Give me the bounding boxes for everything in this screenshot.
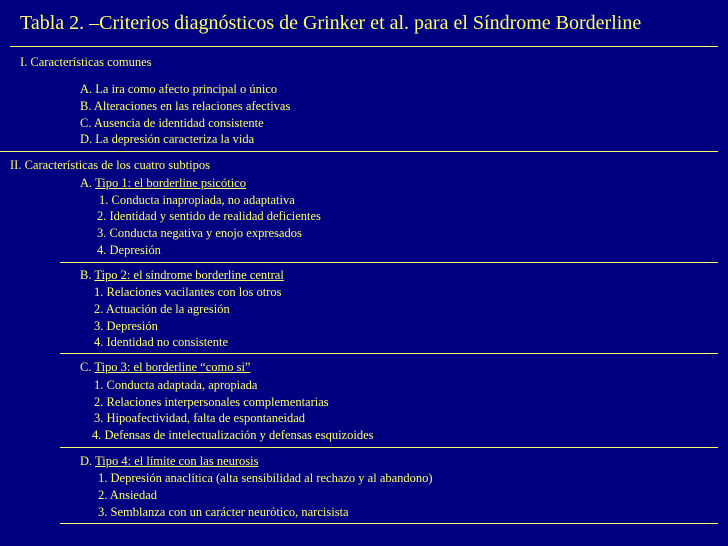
- type-d-item: 2. Ansiedad: [98, 488, 158, 502]
- type-b-name: Tipo 2: el síndrome borderline central: [94, 268, 284, 282]
- section-divider: [0, 151, 718, 152]
- type-d-item: 1. Depresión anaclítica (alta sensibilidad al rechazo y al abandono): [98, 471, 433, 485]
- type-d-heading: [80, 454, 258, 468]
- section1-item: A. La ira como afecto principal o único: [80, 82, 278, 96]
- page-title: Tabla 2. –Criterios diagnósticos de Grinker et al. para el Síndrome Borderline: [20, 12, 642, 34]
- type-d-item: 3. Semblanza con un carácter neurótico, narcisista: [98, 505, 349, 519]
- type-b-heading: [80, 268, 284, 282]
- type-a-item: 4. Depresión: [97, 243, 161, 257]
- section2-heading: II. Características de los cuatro subtipos: [10, 158, 210, 172]
- type-c-item: 2. Relaciones interpersonales complementarias: [94, 395, 329, 409]
- section1-heading: I. Características comunes: [20, 55, 152, 69]
- subsection-divider: [60, 262, 718, 263]
- type-a-heading: [80, 176, 246, 190]
- type-c-item: 1. Conducta adaptada, apropiada: [94, 378, 258, 392]
- section1-item: B. Alteraciones en las relaciones afectivas: [80, 99, 291, 113]
- type-b-item: 3. Depresión: [94, 319, 158, 333]
- type-b-item: 2. Actuación de la agresión: [94, 302, 230, 316]
- subsection-divider: [60, 523, 718, 524]
- section1-item: C. Ausencia de identidad consistente: [80, 116, 264, 130]
- type-a-prefix: A.: [80, 176, 96, 190]
- type-a-name: Tipo 1: el borderline psicótico: [95, 176, 246, 190]
- type-c-name: Tipo 3: el borderline “como si”: [94, 360, 251, 374]
- type-d-prefix: D.: [80, 454, 96, 468]
- type-a-item: 3. Conducta negativa y enojo expresados: [97, 226, 302, 240]
- section1-item: D. La depresión caracteriza la vida: [80, 132, 255, 146]
- type-a-item: 2. Identidad y sentido de realidad deficientes: [97, 209, 321, 223]
- type-c-heading: [80, 360, 251, 374]
- type-b-item: 4. Identidad no consistente: [94, 335, 228, 349]
- type-b-prefix: B.: [80, 268, 95, 282]
- type-c-item: 3. Hipoafectividad, falta de espontaneidad: [94, 411, 306, 425]
- subsection-divider: [60, 353, 718, 354]
- subsection-divider: [60, 447, 718, 448]
- title-divider: [10, 46, 718, 47]
- type-b-item: 1. Relaciones vacilantes con los otros: [94, 285, 282, 299]
- type-d-name: Tipo 4: el límite con las neurosis: [95, 454, 259, 468]
- type-c-prefix: C.: [80, 360, 95, 374]
- type-a-item: 1. Conducta inapropiada, no adaptativa: [99, 193, 295, 207]
- type-c-item: 4. Defensas de intelectualización y defensas esquizoides: [92, 428, 374, 442]
